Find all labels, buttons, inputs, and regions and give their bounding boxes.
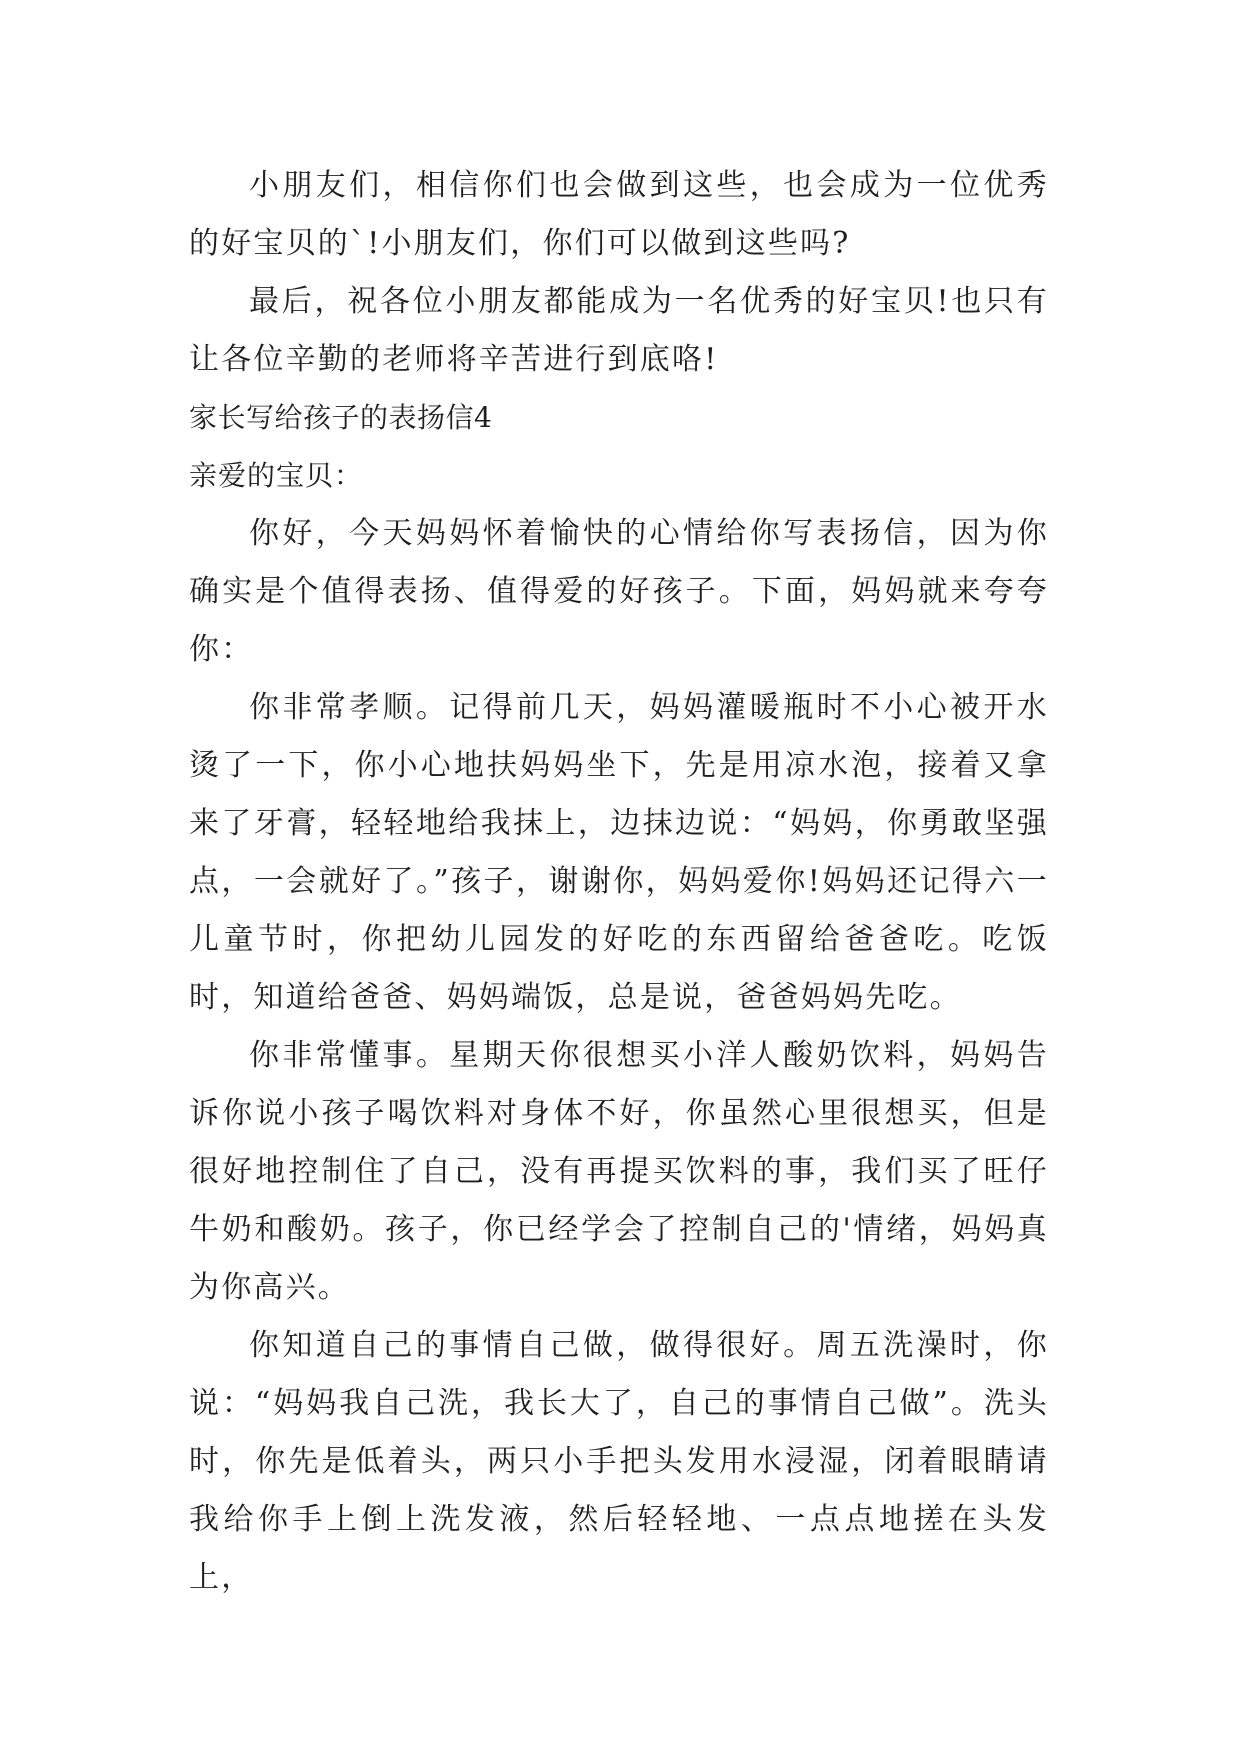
paragraph-filial: 你非常孝顺。记得前几天，妈妈灌暖瓶时不小心被开水烫了一下，你小心地扶妈妈坐下，先是用凉水泡，接着又拿来了牙膏，轻轻地给我抹上，边抹边说：“妈妈，你勇敢坚强点，一会就好了。”孩子，谢谢你，妈妈爱你!妈妈还记得六一儿童节时，你把幼儿园发的好吃的东西留给爸爸吃。吃饭时，知道给爸爸、妈妈端饭，总是说，爸爸妈妈先吃。	[189, 690, 1049, 1015]
letter-salutation: 亲爱的宝贝：	[189, 459, 364, 492]
document-body	[189, 157, 1049, 1607]
paragraph-sensible: 你非常懂事。星期天你很想买小洋人酸奶饮料，妈妈告诉你说小孩子喝饮料对身体不好，你虽然心里很想买，但是很好地控制住了自己，没有再提买饮料的事，我们买了旺仔牛奶和酸奶。孩子，你已经学会了控制自己的'情绪，妈妈真为你高兴。	[189, 1038, 1049, 1305]
paragraph-closing-encouragement: 小朋友们，相信你们也会做到这些，也会成为一位优秀的好宝贝的`!小朋友们，你们可以做到这些吗?	[189, 168, 1049, 261]
paragraph-greeting: 你好，今天妈妈怀着愉快的心情给你写表扬信，因为你确实是个值得表扬、值得爱的好孩子。下面，妈妈就来夸夸你：	[189, 516, 1049, 667]
paragraph-independent: 你知道自己的事情自己做，做得很好。周五洗澡时，你说：“妈妈我自己洗，我长大了，自己的事情自己做”。洗头时，你先是低着头，两只小手把头发用水浸湿，闭着眼睛请我给你手上倒上洗发液，然后轻轻地、一点点地搓在头发上，	[189, 1328, 1049, 1595]
paragraph-closing-wish: 最后，祝各位小朋友都能成为一名优秀的好宝贝!也只有让各位辛勤的老师将辛苦进行到底咯!	[189, 284, 1049, 377]
section-title: 家长写给孩子的表扬信4	[189, 401, 493, 434]
